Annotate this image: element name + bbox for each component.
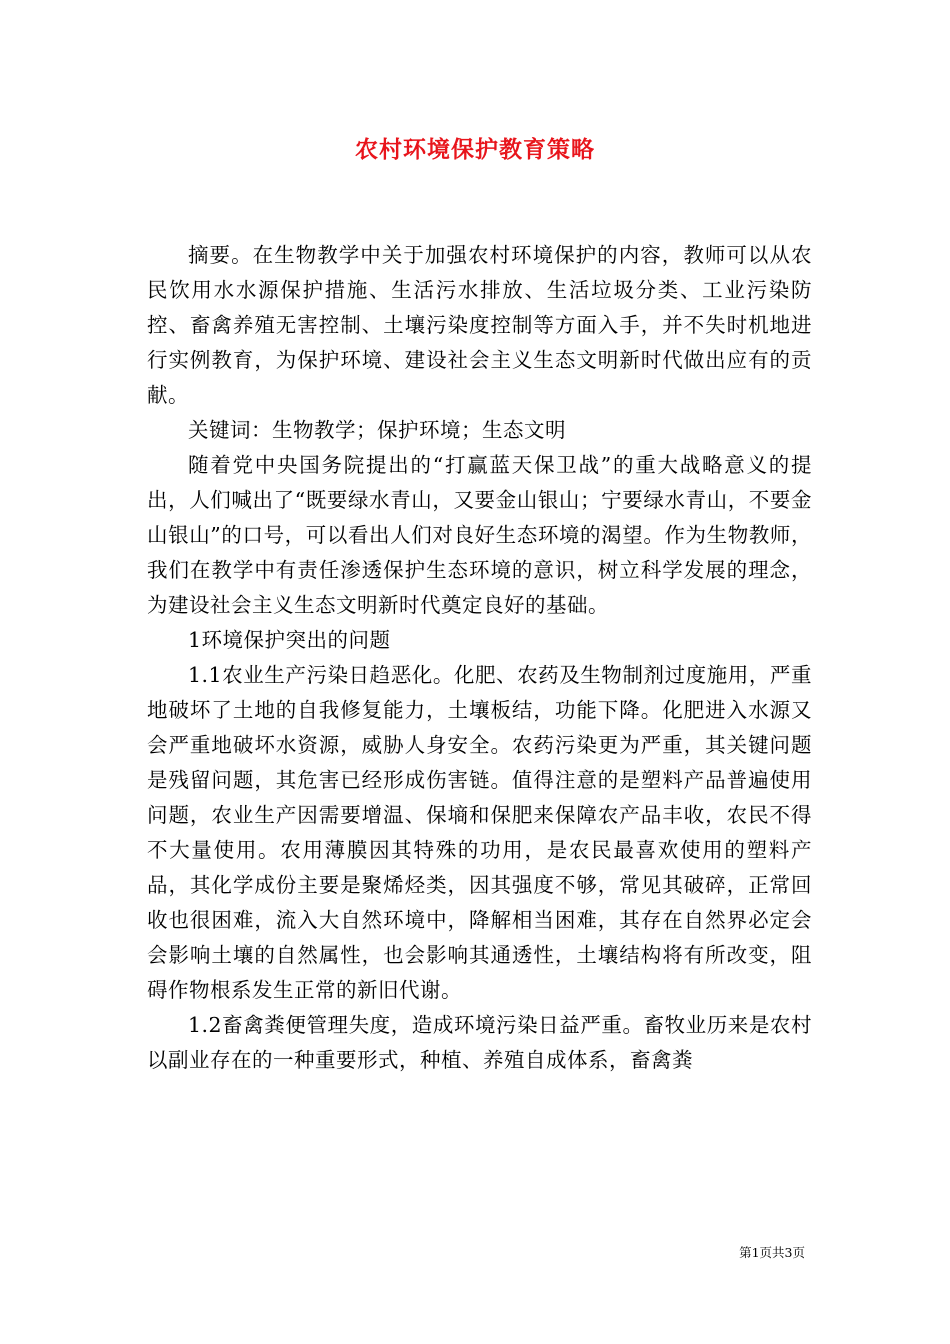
document-body <box>147 238 812 1078</box>
keywords-paragraph: 关键词：生物教学；保护环境；生态文明 <box>188 418 566 442</box>
subsection-1-1-paragraph: 1.1农业生产污染日趋恶化。化肥、农药及生物制剂过度施用，严重地破坏了土地的自我修复能力，土壤板结，功能下降。化肥进入水源又会严重地破坏水资源，威胁人身安全。农药污染更为严重，其关键问题是残留问题，其危害已经形成伤害链。值得注意的是塑料产品普遍使用问题，农业生产因需要增温、保墒和保肥来保障农产品丰收，农民不得不大量使用。农用薄膜因其特殊的功用，是农民最喜欢使用的塑料产品，其化学成份主要是聚烯烃类，因其强度不够，常见其破碎，正常回收也很困难，流入大自然环境中，降解相当困难，其存在自然界必定会会影响土壤的自然属性，也会影响其通透性，土壤结构将有所改变，阻碍作物根系发生正常的新旧代谢。 <box>147 663 812 1002</box>
intro-paragraph: 随着党中央国务院提出的“打赢蓝天保卫战”的重大战略意义的提出，人们喊出了“既要绿水青山，又要金山银山；宁要绿水青山，不要金山银山”的口号，可以看出人们对良好生态环境的渴望。作为生物教师，我们在教学中有责任渗透保护生态环境的意识，树立科学发展的理念，为建设社会主义生态文明新时代奠定良好的基础。 <box>147 453 812 617</box>
section-heading: 1环境保护突出的问题 <box>188 628 391 652</box>
subsection-1-2-paragraph: 1.2畜禽粪便管理失度，造成环境污染日益严重。畜牧业历来是农村以副业存在的一种重要形式，种植、养殖自成体系，畜禽粪 <box>147 1013 812 1072</box>
page-indicator: 第1页共3页 <box>739 1245 805 1260</box>
abstract-paragraph: 摘要。在生物教学中关于加强农村环境保护的内容，教师可以从农民饮用水水源保护措施、生活污水排放、生活垃圾分类、工业污染防控、畜禽养殖无害控制、土壤污染度控制等方面入手，并不失时机地进行实例教育，为保护环境、建设社会主义生态文明新时代做出应有的贡献。 <box>147 243 812 407</box>
document-title: 农村环境保护教育策略 <box>355 136 595 163</box>
